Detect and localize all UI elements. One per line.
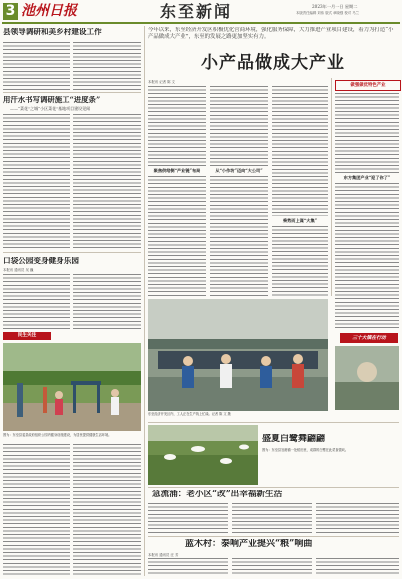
bottom-photo-caption: 图为：东至县官港镇一处稻田里，成群的白鹭在此觅食嬉戏。 — [262, 448, 349, 452]
right-photo-thumbnail — [335, 346, 399, 410]
masthead-rule — [2, 22, 400, 24]
center-body-col2b — [210, 176, 268, 296]
left-story-2-body-col2 — [73, 114, 141, 248]
center-body-col1b — [148, 176, 206, 296]
center-main-headline: 小产品做成大产业 — [201, 53, 345, 73]
bottom-byline: 本报讯 通讯员 汪 芳 — [148, 553, 179, 557]
left-headline-3: 口袋公园变身健身乐园 — [3, 257, 79, 265]
bottom-photo-egrets — [148, 425, 258, 485]
left-story-1-body — [3, 42, 70, 90]
column-divider — [331, 78, 332, 296]
left-headline-1: 县领导调研和美乡村建设工作 — [3, 28, 102, 36]
right-sidebar-title: 做强做优特色产业 — [335, 80, 401, 91]
bottom-story-2-body-col2 — [232, 503, 312, 533]
left-photo-caption: 图为：东至县委县政府组织公园内健身设施建设，为居民提供健康生活环境。 — [3, 433, 112, 437]
center-byline: 本报讯 记者 陈 文 — [148, 80, 175, 84]
center-subhead-1: 聚焦供给侧“产业链”布局 — [153, 168, 201, 173]
center-subhead-2: 从“小作坊”迈向“大公司” — [215, 168, 263, 173]
bottom-headline-1: 盛夏白鹭舞翩翩 — [262, 434, 326, 444]
center-body-col2 — [210, 86, 268, 166]
center-body-col1 — [148, 86, 206, 166]
center-subhead-3: 乘势而上谋“大集” — [282, 218, 318, 223]
section-title: 东至新闻 — [160, 2, 233, 21]
banner-minsheng: 民生关注 — [3, 332, 51, 340]
divider — [3, 252, 141, 253]
right-subhead-1: 东方集团产业“迎了你了” — [343, 175, 391, 180]
bottom-story-3-body-col3 — [316, 558, 399, 576]
left-bottom-body-col2 — [73, 444, 141, 576]
divider — [148, 422, 399, 423]
bottom-story-2-body-col3 — [316, 503, 399, 533]
right-body-1 — [335, 93, 399, 173]
divider — [3, 92, 141, 93]
bottom-story-3-body-col2 — [232, 558, 312, 576]
left-photo-fitness-park — [3, 343, 141, 431]
left-story-3-body-col2 — [73, 274, 141, 330]
center-body-col3 — [272, 86, 328, 216]
editor-line: 本版责任编辑 刘伟 版式 章晓强 校对 马兰 — [296, 11, 360, 15]
center-photo-caption: 东至经济开发区内，工人正在生产线上忙碌。记者 陈 文 摄 — [148, 412, 231, 416]
left-story-1-body-col2 — [73, 42, 141, 90]
divider — [148, 487, 399, 488]
left-story-3-body — [3, 274, 70, 330]
left-story-2-body — [3, 114, 70, 248]
center-body-col3b — [272, 226, 328, 296]
bottom-story-3-body-col1 — [148, 558, 228, 576]
center-photo-factory — [148, 299, 328, 411]
right-banner: 三十大镇在行动 — [340, 333, 398, 343]
bottom-story-2-body-col1 — [148, 503, 228, 533]
center-lead-text: 今年以来，东至经济开发区积极优化营商环境，强化服务保障，大力推进产业项目建设，着力为打造“小产品做成大产业”，东至的发展之路更加坚实有力。 — [148, 27, 394, 40]
left-headline-2: 用汗水书写调研施工“进度条” — [3, 96, 101, 104]
right-body-2 — [335, 183, 399, 329]
left-byline-3: 本报讯 通讯员 吴 巍 — [3, 268, 34, 272]
bottom-headline-3: 蓝木村：泰响产业提兴“粮”响曲 — [185, 539, 313, 549]
paper-name-logo: 池州日报 — [21, 3, 77, 19]
left-subhead-2: ——“菜花”之城“小区菜花”基地项目建设见闻 — [10, 106, 91, 111]
left-bottom-body — [3, 444, 70, 576]
date-line: 2023年一月一日 星期二 — [312, 4, 358, 9]
page-number-badge: 3 — [3, 3, 18, 20]
column-divider — [144, 26, 145, 576]
bottom-headline-2: 急流涌：老小区“改”出幸福新生活 — [152, 490, 283, 499]
divider — [148, 536, 399, 537]
